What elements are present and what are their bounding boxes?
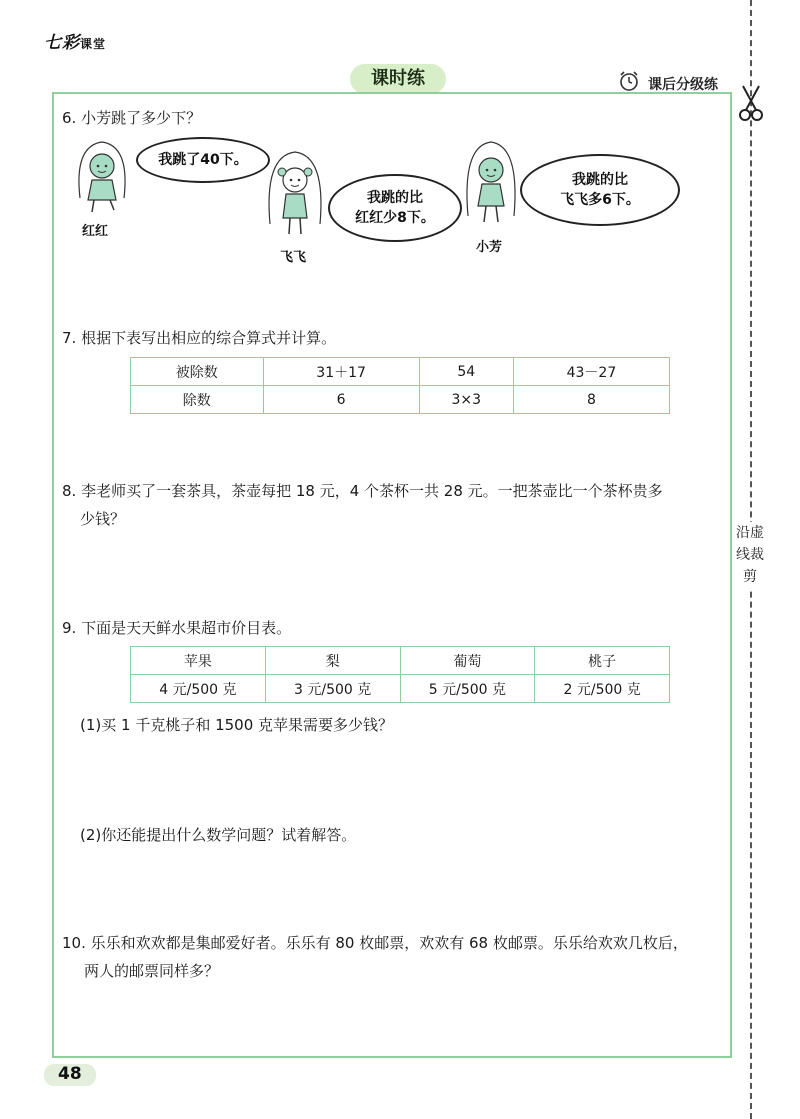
speech-fei-line1: 我跳的比 [367, 190, 423, 206]
question-10-line1: 10. 乐乐和欢欢都是集邮爱好者。乐乐有 80 枚邮票，欢欢有 68 枚邮票。乐乐给欢欢几枚后， [62, 934, 688, 952]
table-row [131, 675, 670, 703]
girl-fei-illustration [262, 150, 328, 244]
speech-bubble-fang [520, 154, 680, 226]
question-10-line2: 两人的邮票同样多？ [84, 962, 220, 980]
table-row [131, 358, 670, 386]
dividend-divisor-table [130, 357, 670, 414]
speech-bubble-hong: 我跳了40下。 [136, 137, 270, 183]
table-cell: 6 [263, 386, 419, 414]
girl-hong-illustration [70, 138, 134, 220]
speech-bubble-fei [328, 174, 462, 242]
table-cell: 31＋17 [263, 358, 419, 386]
table-cell: 3×3 [419, 386, 513, 414]
table-cell: 43－27 [513, 358, 669, 386]
question-9: 9. 下面是天天鲜水果超市价目表。 [62, 619, 292, 637]
table-row [131, 386, 670, 414]
fruit-price-table [130, 646, 670, 703]
question-8-line1: 8. 李老师买了一套茶具，茶壶每把 18 元，4 个茶杯一共 28 元。一把茶壶比一个茶杯贵多 [62, 482, 663, 500]
cut-label: 沿虚线裁剪 [736, 522, 764, 588]
table-cell: 2 元/500 克 [535, 675, 670, 703]
table-cell: 4 元/500 克 [131, 675, 266, 703]
character-name-fei: 飞飞 [280, 250, 307, 265]
table-header: 梨 [265, 647, 400, 675]
table-cell: 3 元/500 克 [265, 675, 400, 703]
page-subtitle: 课后分级练 [648, 77, 718, 93]
page-number: 48 [58, 1064, 82, 1084]
scissors-icon [738, 84, 764, 124]
character-name-fang: 小芳 [476, 240, 503, 255]
table-header: 桃子 [535, 647, 670, 675]
table-cell: 54 [419, 358, 513, 386]
brand-name: 七彩 [44, 33, 80, 53]
speech-fang-line2: 飞飞多6下。 [560, 192, 640, 208]
table-cell: 除数 [131, 386, 264, 414]
brand-logo [44, 28, 106, 53]
question-7: 7. 根据下表写出相应的综合算式并计算。 [62, 329, 337, 347]
speech-fang-line1: 我跳的比 [572, 172, 628, 188]
alarm-clock-icon [618, 70, 640, 92]
table-row [131, 647, 670, 675]
table-cell: 8 [513, 386, 669, 414]
brand-suffix: 课堂 [80, 37, 107, 51]
speech-fei-line2: 红红少8下。 [355, 210, 435, 226]
question-6: 6. 小芳跳了多少下？ [62, 109, 202, 127]
question-8-line2: 少钱？ [80, 510, 126, 528]
question-9-sub2: (2)你还能提出什么数学问题？试着解答。 [80, 826, 357, 844]
table-header: 苹果 [131, 647, 266, 675]
table-cell: 被除数 [131, 358, 264, 386]
table-cell: 5 元/500 克 [400, 675, 535, 703]
page-title: 课时练 [350, 64, 446, 94]
girl-fang-illustration [460, 140, 522, 232]
character-name-hong: 红红 [82, 224, 109, 239]
question-9-sub1: (1)买 1 千克桃子和 1500 克苹果需要多少钱？ [80, 716, 394, 734]
table-header: 葡萄 [400, 647, 535, 675]
